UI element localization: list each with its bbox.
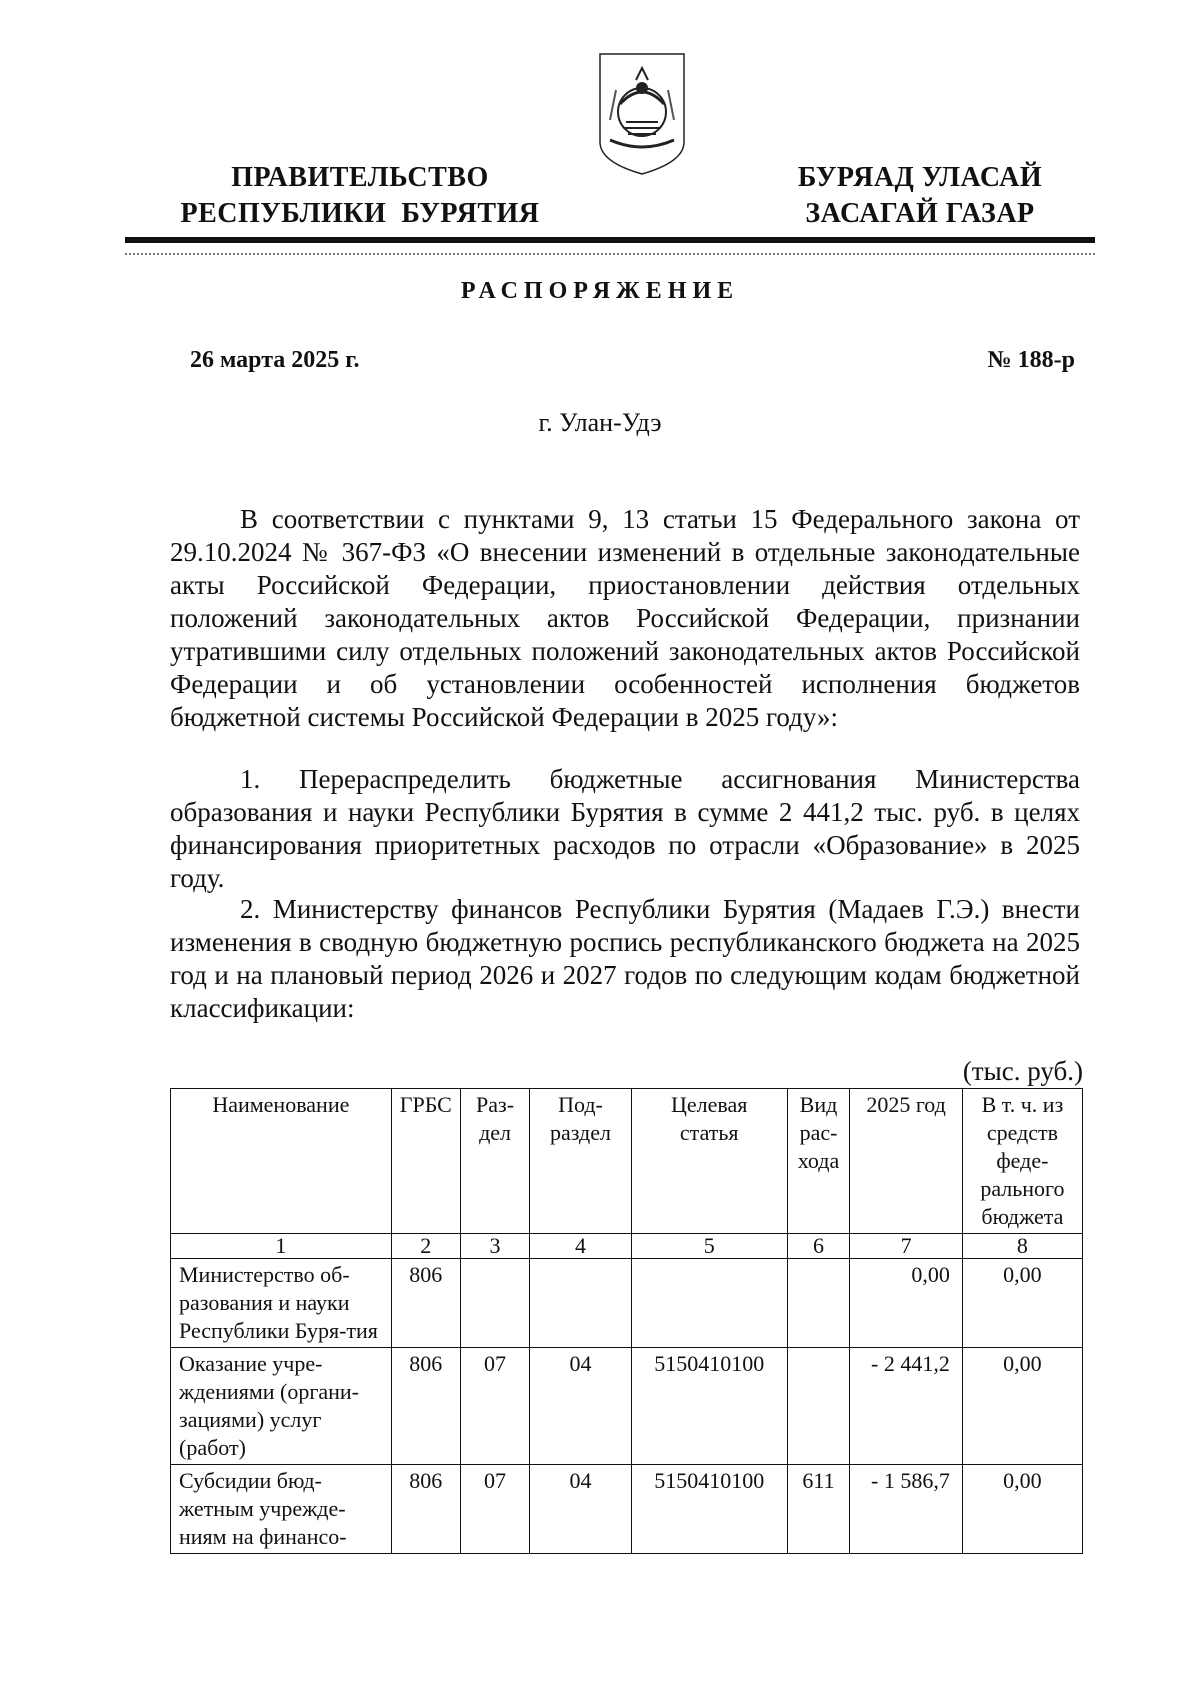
cell-federal: 0,00	[962, 1259, 1082, 1348]
table-row	[171, 1465, 1083, 1554]
cell-2025: - 1 586,7	[850, 1465, 963, 1554]
cell-2025: - 2 441,2	[850, 1348, 963, 1465]
cell-target: 5150410100	[631, 1348, 787, 1465]
header-cell-target: Целевая статья	[631, 1089, 787, 1234]
cell-grbs: 806	[391, 1348, 460, 1465]
cell-subsection: 04	[530, 1348, 632, 1465]
cell-section: 07	[460, 1348, 529, 1465]
header-cell-section: Раз- дел	[460, 1089, 529, 1234]
header-left-line2: РЕСПУБЛИКИ БУРЯТИЯ	[180, 198, 540, 229]
cell-expense-type	[787, 1348, 850, 1465]
document-number: № 188-р	[987, 347, 1075, 373]
header-cell-expense-type: Вид рас- хода	[787, 1089, 850, 1234]
table-column-numbers-row	[171, 1234, 1083, 1259]
table-header-row	[171, 1089, 1083, 1234]
col-number: 2	[391, 1234, 460, 1259]
header-cell-grbs: ГРБС	[391, 1089, 460, 1234]
cell-grbs: 806	[391, 1259, 460, 1348]
col-number: 3	[460, 1234, 529, 1259]
header-cell-name: Наименование	[171, 1089, 392, 1234]
coat-of-arms-emblem	[596, 50, 688, 178]
col-number: 4	[530, 1234, 632, 1259]
cell-expense-type	[787, 1259, 850, 1348]
cell-name: Субсидии бюд-жетным учрежде-ниям на финансо-	[171, 1465, 392, 1554]
cell-section: 07	[460, 1465, 529, 1554]
table-row	[171, 1259, 1083, 1348]
cell-2025: 0,00	[850, 1259, 963, 1348]
cell-target	[631, 1259, 787, 1348]
cell-subsection	[530, 1259, 632, 1348]
header-cell-2025: 2025 год	[850, 1089, 963, 1234]
col-number: 5	[631, 1234, 787, 1259]
col-number: 8	[962, 1234, 1082, 1259]
table-row	[171, 1348, 1083, 1465]
header-right-line1: БУРЯАД УЛАСАЙ	[797, 162, 1043, 193]
col-number: 6	[787, 1234, 850, 1259]
header-right-line2: ЗАСАГАЙ ГАЗАР	[805, 198, 1035, 229]
document-title: РАСПОРЯЖЕНИЕ	[460, 278, 740, 304]
col-number: 1	[171, 1234, 392, 1259]
cell-name: Оказание учре-ждениями (органи-зациями) услуг (работ)	[171, 1348, 392, 1465]
budget-table	[170, 1088, 1083, 1554]
cell-expense-type: 611	[787, 1465, 850, 1554]
table-unit-label: (тыс. руб.)	[962, 1056, 1083, 1086]
header-cell-subsection: Под- раздел	[530, 1089, 632, 1234]
cell-federal: 0,00	[962, 1348, 1082, 1465]
cell-federal: 0,00	[962, 1465, 1082, 1554]
government-name-buryat	[710, 160, 1130, 232]
cell-name: Министерство об-разования и науки Республики Буря-тия	[171, 1259, 392, 1348]
cell-target: 5150410100	[631, 1465, 787, 1554]
item-2-paragraph: 2. Министерству финансов Республики Бурятия (Мадаев Г.Э.) внести изменения в сводную бюджетную роспись республиканского бюджета на 2025 год и на плановый период 2026 и 2027 годов по следующим кодам бюджетной классификации:	[170, 894, 1080, 1023]
cell-grbs: 806	[391, 1465, 460, 1554]
document-date: 26 марта 2025 г.	[190, 347, 360, 373]
item-1-paragraph: 1. Перераспределить бюджетные ассигнования Министерства образования и науки Республики Бурятия в сумме 2 441,2 тыс. руб. в целях финансирования приоритетных расходов по отрасли «Образование» в 2025 году.	[170, 764, 1080, 893]
header-divider-thick	[125, 237, 1095, 243]
header-cell-federal: В т. ч. из средств феде- рального бюджета	[962, 1089, 1082, 1234]
cell-section	[460, 1259, 529, 1348]
document-city: г. Улан-Удэ	[538, 408, 662, 437]
cell-subsection: 04	[530, 1465, 632, 1554]
col-number: 7	[850, 1234, 963, 1259]
header-divider-thin	[125, 253, 1095, 255]
header-left-line1: ПРАВИТЕЛЬСТВО	[231, 162, 489, 193]
preamble-paragraph: В соответствии с пунктами 9, 13 статьи 15 Федерального закона от 29.10.2024 № 367-ФЗ «О внесении изменений в отдельные законодательные акты Российской Федерации, приостановлении действия отдельных положений законодательных актов Российской Федерации, признании утратившими силу отдельных положений законодательных актов Российской Федерации и об установлении особенностей исполнения бюджетов бюджетной системы Российской Федерации в 2025 году»:	[170, 504, 1080, 732]
government-name-russian	[150, 160, 570, 232]
